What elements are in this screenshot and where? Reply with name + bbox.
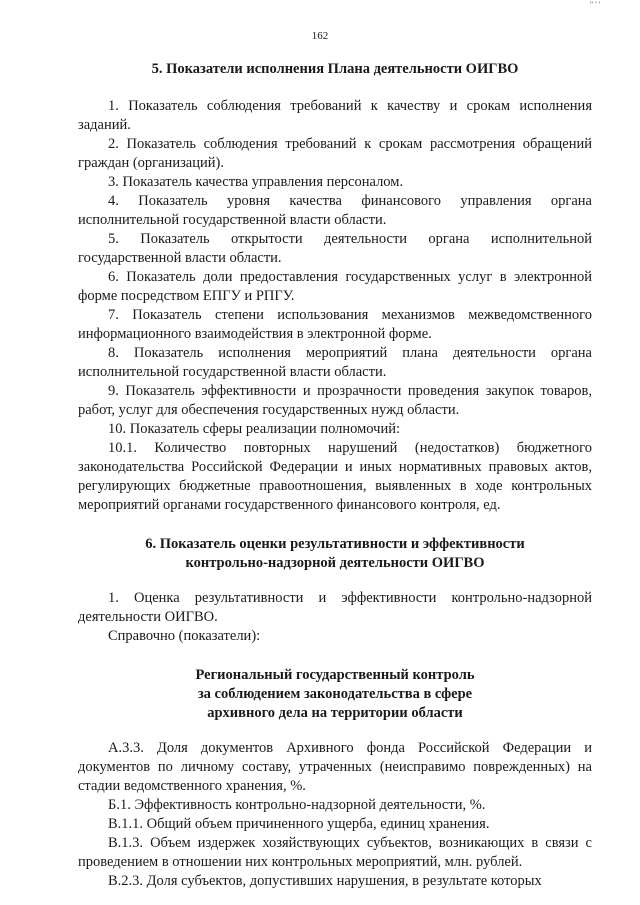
section-5-item-6: 6. Показатель доли предоставления государственных услуг в электронной форме посредством ЕПГУ и РПГУ. — [78, 269, 592, 304]
section-6-heading — [78, 535, 592, 573]
section-5-item-10-1: 10.1. Количество повторных нарушений (недостатков) бюджетного законодательства Российской Федерации и иных нормативных правовых актов, регулирующих бюджетные правоотношения, выявленных в ходе контрольных мероприятий органами государственного финансового контроля, ед. — [78, 440, 592, 513]
page-number: 162 — [311, 30, 329, 42]
control-item-b-1: Б.1. Эффективность контрольно-надзорной деятельности, %. — [108, 797, 486, 813]
control-item-a-3-3: А.3.3. Доля документов Архивного фонда Российской Федерации и документов по личному составу, утраченных (неисправимо поврежденных) на стадии ведомственного хранения, %. — [78, 740, 592, 794]
control-heading-line-3: архивного дела на территории области — [207, 705, 463, 721]
control-list — [78, 739, 592, 891]
section-5-item-4: 4. Показатель уровня качества финансового управления органа исполнительной государственной власти области. — [78, 193, 592, 228]
control-item-v-1-3: В.1.3. Объем издержек хозяйствующих субъектов, возникающих в связи с проведением в отношении них контрольных мероприятий, млн. рублей. — [78, 835, 592, 870]
control-item-v-1-1: В.1.1. Общий объем причиненного ущерба, единиц хранения. — [108, 816, 490, 832]
section-5-item-1: 1. Показатель соблюдения требований к качеству и срокам исполнения заданий. — [78, 98, 592, 133]
control-heading-line-1: Региональный государственный контроль — [195, 667, 475, 683]
section-6-item-1: 1. Оценка результативности и эффективности контрольно-надзорной деятельности ОИГВО. — [78, 590, 592, 625]
section-5-item-9: 9. Показатель эффективности и прозрачности проведения закупок товаров, работ, услуг для обеспечения государственных нужд области. — [78, 383, 592, 418]
section-6-list — [78, 589, 592, 646]
section-5-list — [78, 97, 592, 515]
section-6-reference-note: Справочно (показатели): — [108, 628, 261, 644]
section-5-item-8: 8. Показатель исполнения мероприятий плана деятельности органа исполнительной государственной власти области. — [78, 345, 592, 380]
control-item-v-2-3: В.2.3. Доля субъектов, допустивших нарушения, в результате которых — [108, 873, 542, 889]
section-5-heading: 5. Показатели исполнения Плана деятельности ОИГВО — [151, 61, 519, 77]
section-5-item-10: 10. Показатель сферы реализации полномочий: — [108, 421, 400, 437]
control-heading — [78, 666, 592, 723]
section-6-heading-line-2: контрольно-надзорной деятельности ОИГВО — [185, 555, 485, 571]
section-5-item-7: 7. Показатель степени использования механизмов межведомственного информационного взаимодействия в электронной форме. — [78, 307, 592, 342]
section-5-item-5: 5. Показатель открытости деятельности органа исполнительной государственной власти области. — [78, 231, 592, 266]
section-6-heading-line-1: 6. Показатель оценки результативности и эффективности — [145, 536, 525, 552]
control-heading-line-2: за соблюдением законодательства в сфере — [197, 686, 473, 702]
section-5-item-2: 2. Показатель соблюдения требований к срокам рассмотрения обращений граждан (организаций). — [78, 136, 592, 171]
section-5-item-3: 3. Показатель качества управления персоналом. — [108, 174, 404, 190]
document-body — [78, 60, 592, 891]
corner-mark: " ' ' — [589, 0, 600, 9]
